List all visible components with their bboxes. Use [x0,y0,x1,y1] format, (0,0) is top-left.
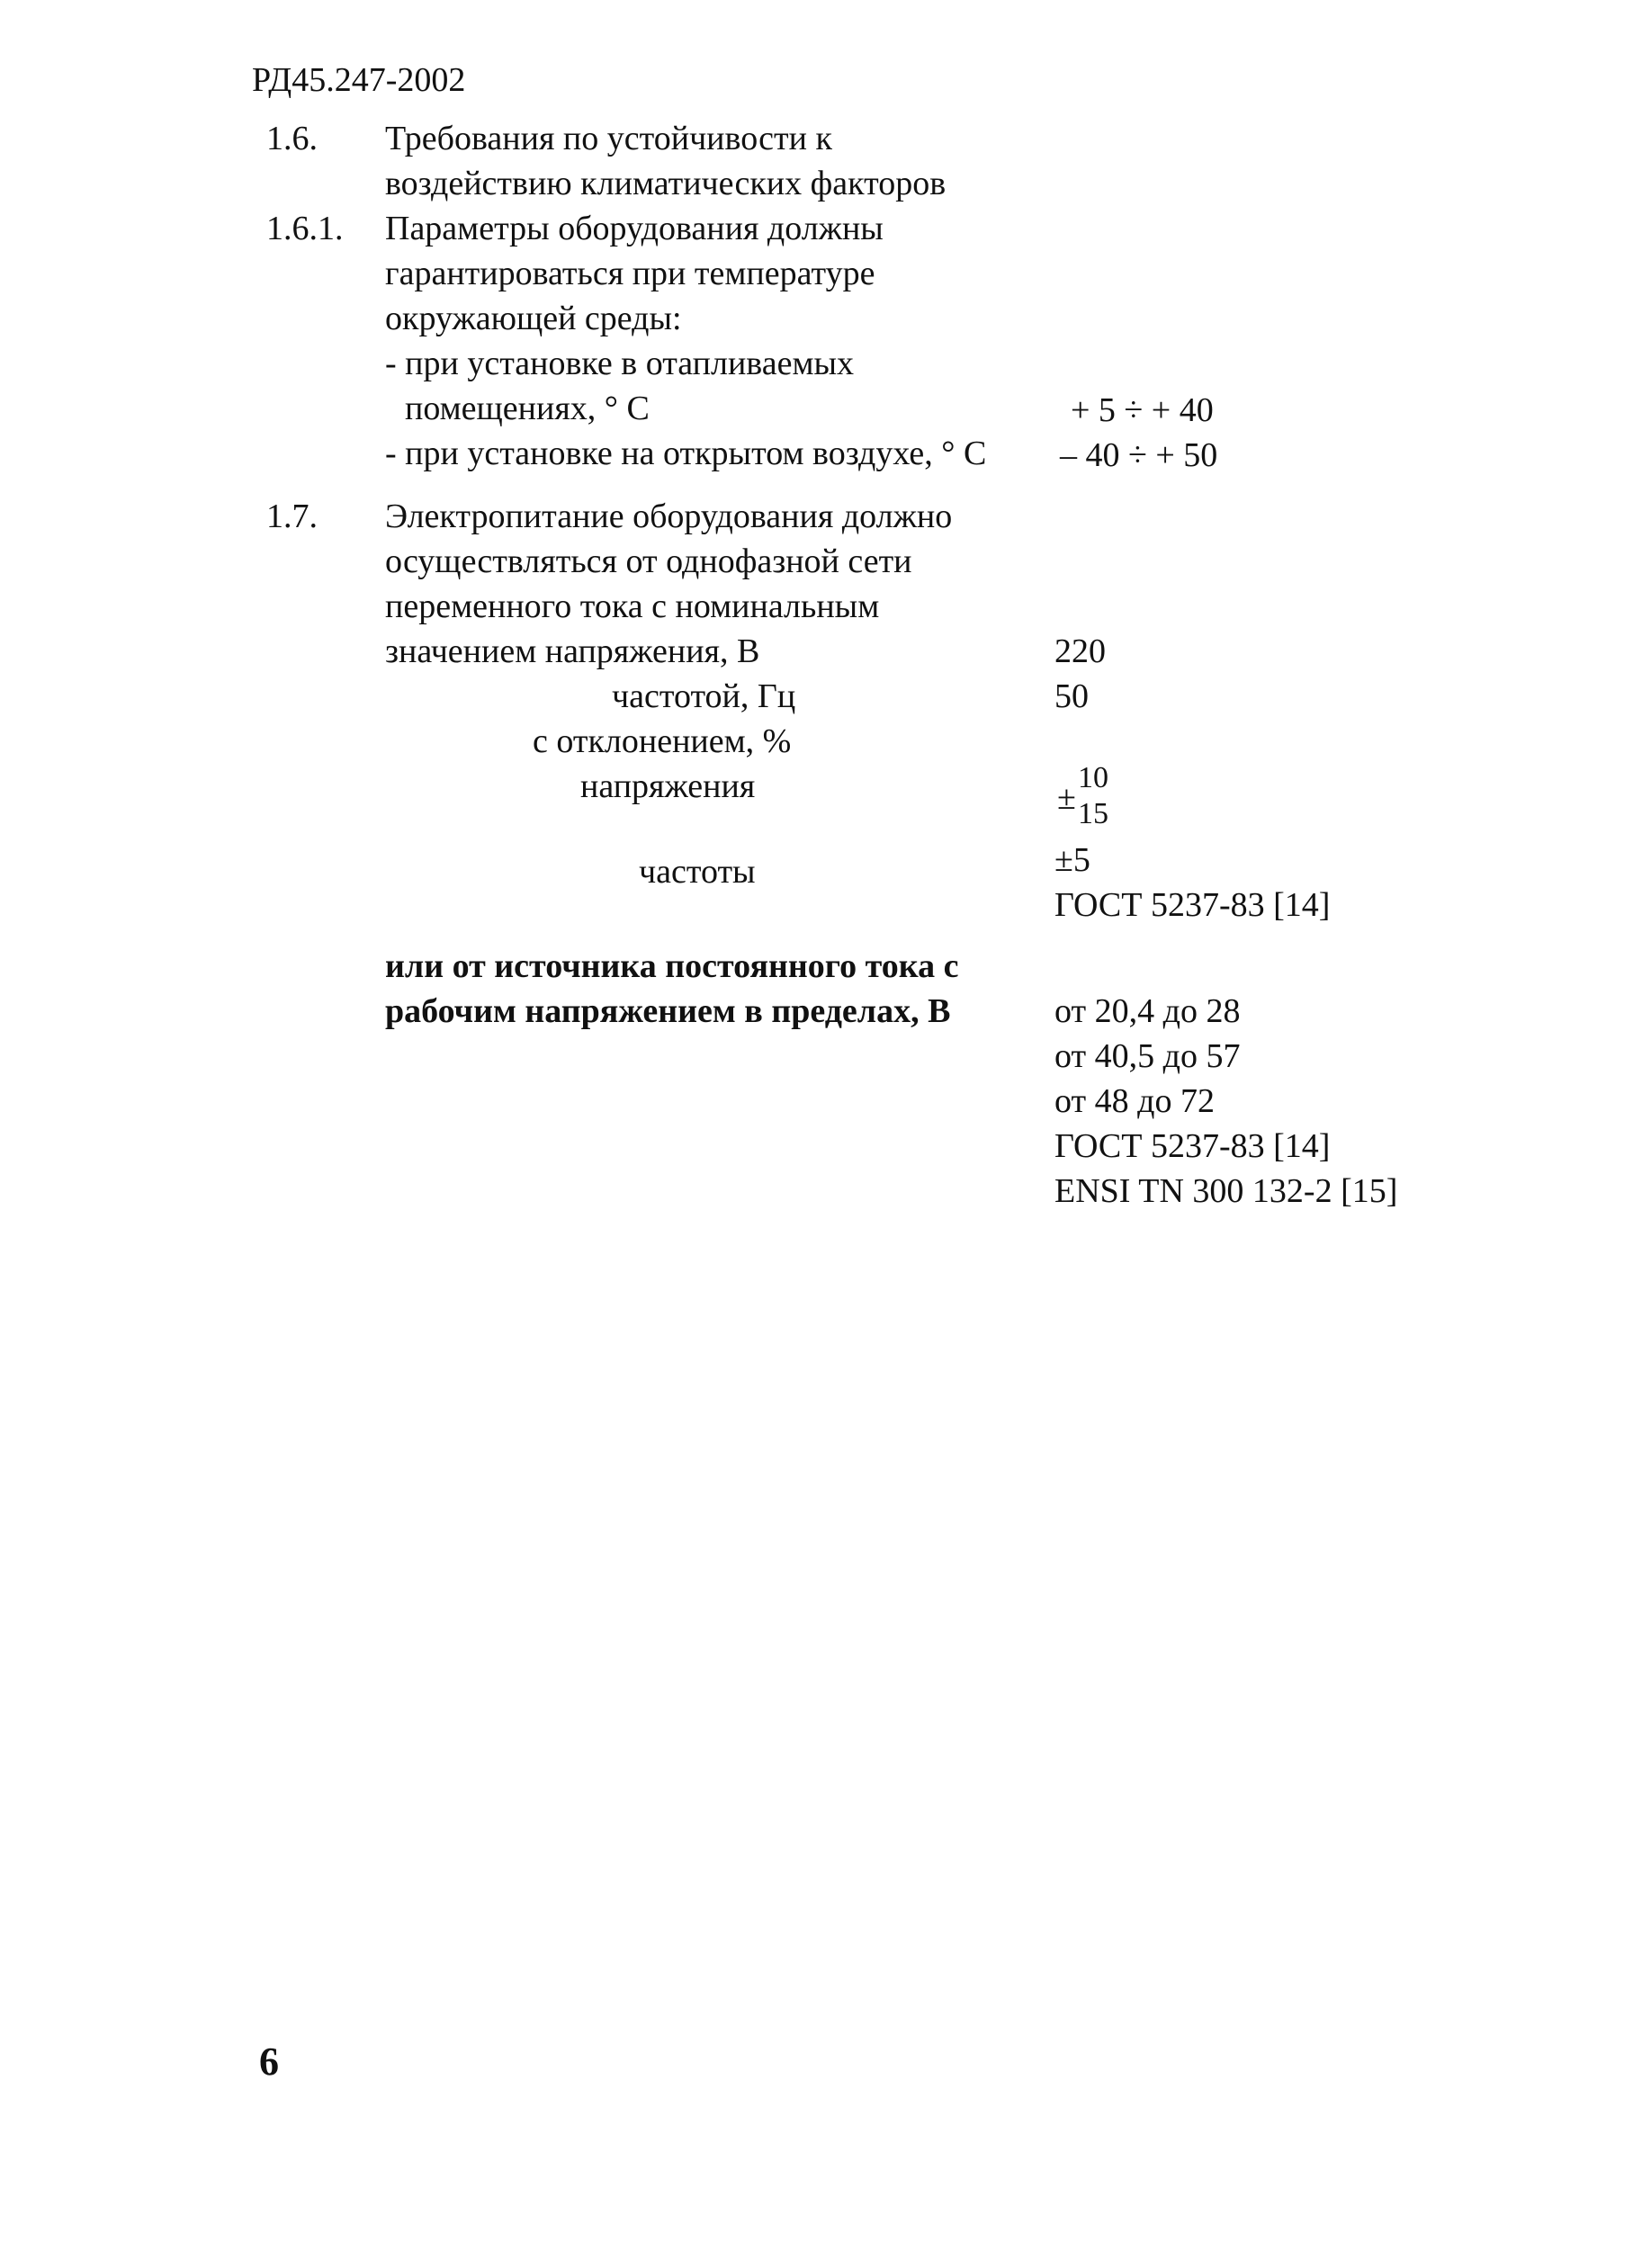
outdoor-temp-range: – 40 ÷ + 50 [1060,436,1218,474]
standard-dc-ensi: ENSI TN 300 132-2 [15] [1054,1172,1398,1210]
frequency-label: частотой, Гц [612,677,796,715]
standard-ac: ГОСТ 5237-83 [14] [1054,886,1331,924]
heated-rooms-line1: - при установке в отапливаемых [385,345,855,382]
section-1-6-1-line1: Параметры оборудования должны [385,210,884,247]
dc-range-1: от 20,4 до 28 [1054,992,1241,1030]
frequency-deviation-value: ±5 [1054,841,1090,879]
section-1-7-line3: переменного тока с номинальным [385,587,880,625]
deviation-label: с отклонением, % [533,722,792,760]
outdoor-line: - при установке на открытом воздухе, ° С [385,435,987,472]
voltage-deviation-minus: 15 [1078,797,1108,830]
heated-rooms-temp-range: + 5 ÷ + 40 [1071,391,1214,429]
section-1-6-number: 1.6. [266,120,318,157]
voltage-deviation-plus: 10 [1078,761,1108,794]
section-1-6-title-line2: воздействию климатических факторов [385,165,947,202]
dc-range-2: от 40,5 до 57 [1054,1037,1241,1075]
dc-source-line2: рабочим напряжением в пределах, В [385,992,951,1030]
section-1-6-title-line1: Требования по устойчивости к [385,120,832,157]
section-1-7-number: 1.7. [266,498,318,535]
section-1-7-line2: осуществляться от однофазной сети [385,542,912,580]
section-1-6-1-line2: гарантироваться при температуре [385,255,875,292]
frequency-deviation-label: частоты [639,853,756,891]
page-number: 6 [259,2039,279,2084]
voltage-deviation-label: напряжения [580,767,756,805]
dc-source-line1: или от источника постоянного тока с [385,947,959,985]
section-1-6-1-line3: окружающей среды: [385,300,682,337]
section-1-6-1-number: 1.6.1. [266,210,344,247]
standard-dc-gost: ГОСТ 5237-83 [14] [1054,1127,1331,1165]
heated-rooms-line2: помещениях, ° С [405,390,650,427]
nominal-voltage-value: 220 [1054,632,1106,670]
doc-code: РД45.247-2002 [252,61,466,99]
frequency-value: 50 [1054,677,1089,715]
dc-range-3: от 48 до 72 [1054,1082,1215,1120]
voltage-deviation-pm: ± [1057,779,1076,817]
section-1-7-line4: значением напряжения, В [385,632,760,670]
section-1-7-line1: Электропитание оборудования должно [385,498,953,535]
